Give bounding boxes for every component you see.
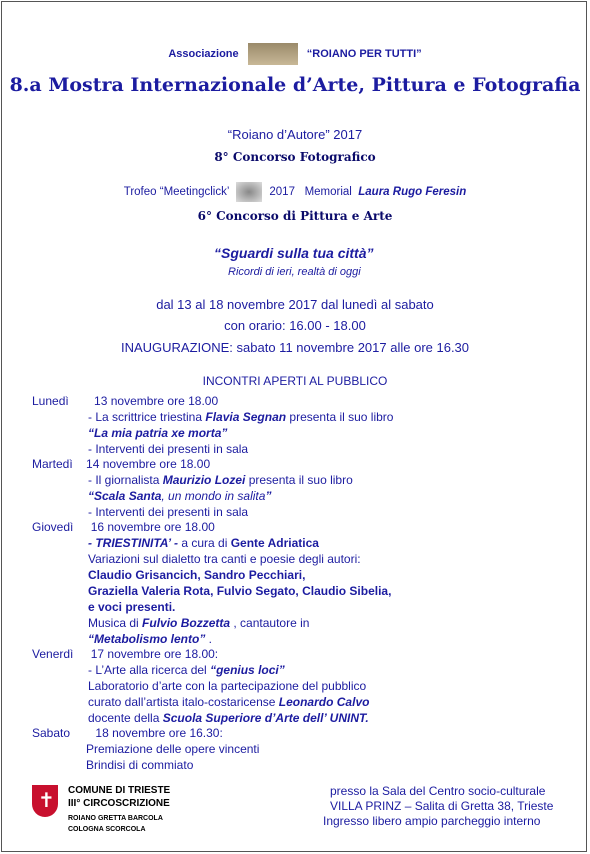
thursday-music-label: Musica di: [88, 616, 143, 630]
memorial-name: Laura Rugo Feresin: [358, 186, 467, 199]
trieste-coat-of-arms-icon: [32, 785, 58, 817]
hours-line: con orario: 16.00 - 18.00: [224, 318, 366, 333]
thursday-line-3: Claudio Grisancich, Sandro Pecchiari,: [88, 568, 306, 582]
saturday-line-1: Premiazione delle opere vincenti: [86, 742, 260, 756]
venue-line-2: VILLA PRINZ – Salita di Gretta 38, Trieste: [330, 799, 554, 813]
saturday-day: Sabato: [32, 726, 71, 740]
friday-curated: curato dall’artista italo-costaricense: [88, 695, 279, 709]
friday-topic: - L’Arte alla ricerca del: [88, 663, 211, 677]
thursday-line-5: e voci presenti.: [88, 600, 176, 614]
theme-title: “Sguardi sulla tua città”: [214, 245, 374, 261]
friday-line-4: [88, 711, 369, 725]
areas-line-1: ROIANO GRETTA BARCOLA: [68, 815, 163, 822]
association-name: “ROIANO PER TUTTI”: [306, 47, 422, 60]
thursday-musician: Fulvio Bozzetta: [142, 616, 231, 630]
tuesday-line-3: - Interventi dei presenti in sala: [88, 505, 249, 519]
monday-heading: [32, 394, 218, 408]
tuesday-time: 14 novembre ore 18.00: [86, 457, 211, 471]
thursday-album-end: .: [205, 632, 213, 646]
association-line: [0, 43, 590, 65]
thursday-line-7: [88, 632, 212, 646]
monday-presents: presenta il suo libro: [286, 410, 394, 424]
association-label: Associazione: [168, 47, 239, 60]
trophy-name: Trofeo “Meetingclick’: [123, 186, 229, 199]
tuesday-book-close: ”: [265, 489, 272, 503]
saturday-heading: [32, 726, 223, 740]
saturday-line-2: Brindisi di commiato: [86, 758, 194, 772]
monday-speaker: Flavia Segnan: [205, 410, 287, 424]
tuesday-presents: presenta il suo libro: [245, 473, 353, 487]
monday-time: 13 novembre ore 18.00: [94, 394, 219, 408]
tuesday-book-sub: , un mondo in salita: [161, 489, 266, 503]
areas-line-2: COLOGNA SCORCOLA: [68, 826, 146, 833]
monday-speaker-intro: - La scrittrice triestina: [88, 410, 206, 424]
art-contest-title: 6° Concorso di Pittura e Arte: [197, 209, 393, 223]
friday-line-1: [88, 663, 285, 677]
thursday-musician-role: , cantautore in: [230, 616, 310, 630]
thursday-album: “Metabolismo lento”: [88, 632, 206, 646]
trophy-logo-image: [236, 182, 262, 202]
thursday-heading: [32, 520, 215, 534]
thursday-organizer: Gente Adriatica: [230, 536, 319, 550]
theme-subtitle: Ricordi di ieri, realtà di oggi: [228, 266, 361, 278]
event-subtitle: “Roiano d’Autore” 2017: [227, 127, 363, 142]
tuesday-speaker-intro: - Il giornalista: [88, 473, 163, 487]
friday-school: Scuola Superiore d’Arte dell’ UNINT.: [162, 711, 369, 725]
monday-line-1: [88, 410, 393, 424]
thursday-line-6: [88, 616, 309, 630]
friday-line-2: Laboratorio d’arte con la partecipazione del pubblico: [88, 679, 367, 693]
thursday-day: Giovedì: [32, 520, 74, 534]
thursday-line-1: [88, 536, 319, 550]
friday-time: 17 novembre ore 18.00:: [90, 647, 219, 661]
memorial-label: Memorial: [304, 186, 352, 199]
friday-teacher: docente della: [88, 711, 163, 725]
circoscrizione-name: III° CIRCOSCRIZIONE: [68, 798, 170, 809]
photo-contest-title: 8° Concorso Fotografico: [214, 150, 376, 164]
friday-heading: [32, 647, 218, 661]
tuesday-day: Martedì: [32, 457, 73, 471]
comune-name: COMUNE DI TRIESTE: [68, 785, 171, 796]
thursday-line-4: Graziella Valeria Rota, Fulvio Segato, Claudio Sibelia,: [88, 584, 392, 598]
dates-line: dal 13 al 18 novembre 2017 dal lunedì al sabato: [156, 297, 434, 312]
thursday-line-2: Variazioni sul dialetto tra canti e poesie degli autori:: [88, 552, 361, 566]
thursday-time: 16 novembre ore 18.00: [90, 520, 215, 534]
main-title: 8.a Mostra Internazionale d’Arte, Pittura e Fotografia: [9, 74, 581, 96]
tuesday-line-1: [88, 473, 353, 487]
saturday-time: 18 novembre ore 16.30:: [95, 726, 223, 740]
thursday-curated: a cura di: [178, 536, 231, 550]
meetings-title: INCONTRI APERTI AL PUBBLICO: [202, 374, 388, 388]
thursday-topic: - TRIESTINITA’ -: [88, 536, 178, 550]
association-logo-image: [248, 43, 298, 65]
trophy-line: [0, 182, 590, 202]
monday-day: Lunedì: [32, 394, 69, 408]
opening-line: INAUGURAZIONE: sabato 11 novembre 2017 alle ore 16.30: [120, 340, 470, 355]
friday-line-3: [88, 695, 369, 709]
tuesday-book: [88, 489, 271, 503]
tuesday-speaker: Maurizio Lozei: [162, 473, 246, 487]
friday-genius-loci: “genius loci”: [210, 663, 285, 677]
venue-line-1: presso la Sala del Centro socio-culturale: [330, 784, 546, 798]
friday-day: Venerdì: [32, 647, 74, 661]
venue-line-3: Ingresso libero ampio parcheggio interno: [323, 814, 541, 828]
friday-artist: Leonardo Calvo: [278, 695, 370, 709]
trophy-year: 2017: [269, 186, 295, 199]
monday-book: “La mia patria xe morta”: [88, 426, 228, 440]
tuesday-book-title: “Scala Santa: [88, 489, 162, 503]
tuesday-heading: [32, 457, 210, 471]
monday-line-3: - Interventi dei presenti in sala: [88, 442, 249, 456]
